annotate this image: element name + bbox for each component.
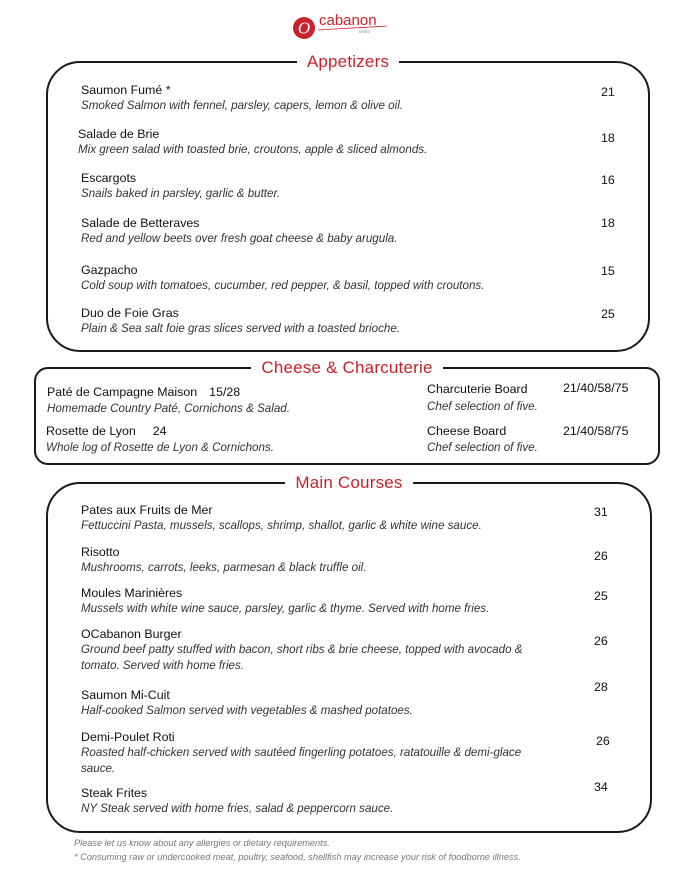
item-name: Salade de Betteraves: [81, 216, 200, 230]
item-price: 18: [601, 216, 615, 230]
item-name: Saumon Mi-Cuit: [81, 688, 170, 702]
item-price: 25: [594, 589, 608, 603]
menu-item: [81, 730, 541, 777]
menu-item: [81, 171, 280, 202]
menu-item: [427, 382, 538, 415]
item-price: 15: [601, 264, 615, 278]
logo-wordmark: cabanon: [319, 12, 377, 29]
item-price: 31: [594, 505, 608, 519]
menu-item: [46, 424, 274, 456]
item-description: Mix green salad with toasted brie, croutons, apple & sliced almonds.: [78, 143, 428, 156]
logo-tagline: bistro: [359, 29, 371, 34]
item-description: Cold soup with tomatoes, cucumber, red pepper, & basil, topped with croutons.: [81, 279, 485, 292]
item-price: 34: [594, 780, 608, 794]
item-price: 24: [152, 424, 167, 438]
menu-item: [81, 503, 482, 534]
item-name: Moules Marinières: [81, 586, 183, 600]
item-name: Escargots: [81, 171, 137, 185]
cheese-charcuterie-title: Cheese & Charcuterie: [36, 357, 658, 379]
item-price: 21: [601, 85, 615, 99]
item-name: Cheese Board: [427, 424, 507, 438]
item-description: Plain & Sea salt foie gras slices served with a toasted brioche.: [81, 322, 400, 335]
item-description: NY Steak served with home fries, salad & peppercorn sauce.: [81, 802, 394, 815]
item-price: 18: [601, 131, 615, 145]
item-description: Red and yellow beets over fresh goat cheese & baby arugula.: [81, 232, 398, 245]
cheese-charcuterie-section: [34, 358, 660, 465]
item-price: 21/40/58/75: [563, 381, 629, 395]
item-description: Mussels with white wine sauce, parsley, garlic & thyme. Served with home fries.: [81, 602, 490, 615]
allergy-notice: Please let us know about any allergies or dietary requirements.: [74, 838, 330, 848]
appetizers-section: [46, 52, 650, 352]
menu-item: [81, 627, 536, 674]
item-name: OCabanon Burger: [81, 627, 182, 641]
item-price: 28: [594, 680, 608, 694]
menu-item: [81, 306, 400, 337]
item-price: 16: [601, 173, 615, 187]
item-description: Chef selection of five.: [427, 400, 538, 413]
item-description: Roasted half-chicken served with sautéed fingerling potatoes, ratatouille & demi-glace sauce.: [81, 746, 522, 775]
logo-prefix: O: [297, 18, 311, 38]
item-description: Ground beef patty stuffed with bacon, short ribs & brie cheese, topped with avocado & tomato. Served with home fries.: [81, 643, 523, 672]
item-description: Fettuccini Pasta, mussels, scallops, shrimp, shallot, garlic & white wine sauce.: [81, 519, 482, 532]
item-description: Chef selection of five.: [427, 441, 538, 454]
item-name: Charcuterie Board: [427, 382, 528, 396]
raw-food-warning: * Consuming raw or undercooked meat, poultry, seafood, shellfish may increase your risk of foodborne illness.: [74, 852, 521, 862]
main-courses-title: Main Courses: [48, 472, 650, 494]
item-description: Whole log of Rosette de Lyon & Cornichons.: [46, 441, 274, 454]
menu-item: [81, 688, 413, 719]
menu-item: [81, 216, 397, 247]
appetizers-title: Appetizers: [48, 51, 648, 73]
item-price: 26: [594, 634, 608, 648]
restaurant-logo: [291, 6, 393, 44]
item-description: Homemade Country Paté, Cornichons & Salad.: [47, 402, 290, 415]
item-name: Rosette de Lyon 24: [46, 424, 167, 438]
item-name: Duo de Foie Gras: [81, 306, 179, 320]
menu-item: [81, 586, 489, 617]
item-name: Demi-Poulet Roti: [81, 730, 175, 744]
item-price: 15/28: [209, 385, 241, 399]
item-name: Paté de Campagne Maison 15/28: [47, 385, 241, 399]
item-description: Snails baked in parsley, garlic & butter.: [81, 187, 281, 200]
menu-item: [81, 263, 484, 294]
item-description: Mushrooms, carrots, leeks, parmesan & black truffle oil.: [81, 561, 367, 574]
item-name: Saumon Fumé *: [81, 83, 171, 97]
menu-item: [78, 127, 427, 158]
menu-item: [81, 545, 366, 576]
item-name: Salade de Brie: [78, 127, 160, 141]
item-description: Smoked Salmon with fennel, parsley, capers, lemon & olive oil.: [81, 99, 403, 112]
item-name: Risotto: [81, 545, 120, 559]
menu-item: [81, 83, 403, 114]
menu-item: [81, 786, 393, 817]
item-name: Steak Frites: [81, 786, 148, 800]
item-price: 26: [594, 549, 608, 563]
menu-item: [47, 385, 290, 417]
item-price: 21/40/58/75: [563, 424, 629, 438]
item-name: Pates aux Fruits de Mer: [81, 503, 213, 517]
item-name: Gazpacho: [81, 263, 138, 277]
item-price: 25: [601, 307, 615, 321]
item-description: Half-cooked Salmon served with vegetables & mashed potatoes.: [81, 704, 413, 717]
menu-item: [427, 424, 538, 456]
main-courses-section: [46, 473, 652, 833]
item-price: 26: [596, 734, 610, 748]
